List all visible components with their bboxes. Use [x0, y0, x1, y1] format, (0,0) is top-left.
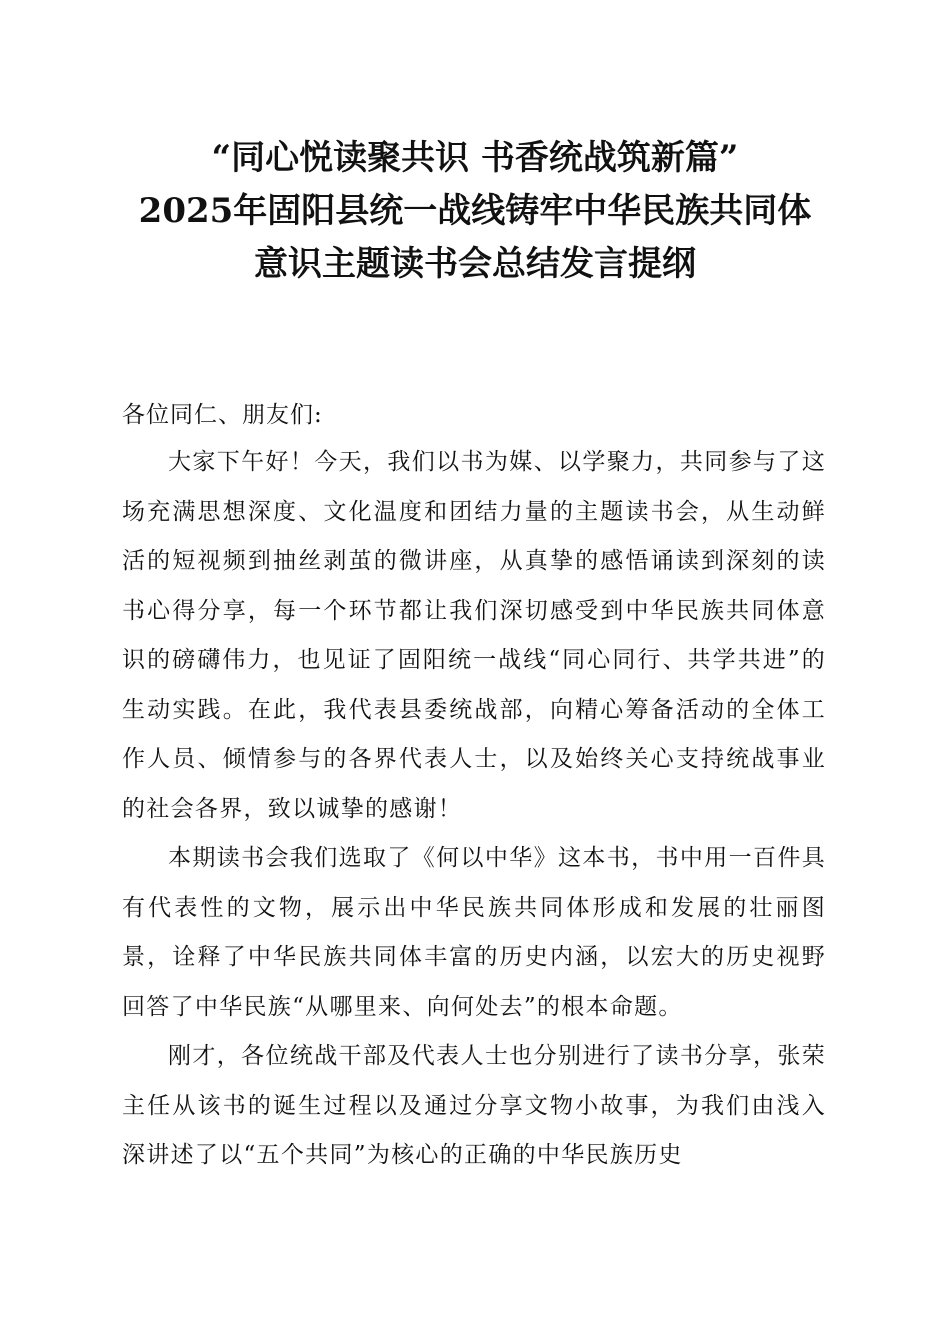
paragraph-1: 大家下午好！今天，我们以书为媒、以学聚力，共同参与了这场充满思想深度、文化温度和团结力量的主题读书会，从生动鲜活的短视频到抽丝剥茧的微讲座，从真挚的感悟诵读到深刻的读书心得分享，每一个环节都让我们深切感受到中华民族共同体意识的磅礴伟力，也见证了固阳统一战线“同心同行、共学共进”的生动实践。在此，我代表县委统战部，向精心筹备活动的全体工作人员、倾情参与的各界代表人士，以及始终关心支持统战事业的社会各界，致以诚挚的感谢！: [122, 449, 826, 822]
salutation: 各位同仁、朋友们:: [122, 402, 323, 428]
title-line-3: 意识主题读书会总结发言提纲: [254, 244, 696, 284]
paragraph-2: 本期读书会我们选取了《何以中华》这本书，书中用一百件具有代表性的文物，展示出中华民族共同体形成和发展的壮丽图景，诠释了中华民族共同体丰富的历史内涵，以宏大的历史视野回答了中华民族“从哪里来、向何处去”的根本命题。: [122, 845, 826, 1020]
title-line-1: “同心悦读聚共识 书香统战筑新篇”: [211, 138, 739, 178]
document-body: [122, 392, 826, 1181]
title-line-2: 2025年固阳县统一战线铸牢中华民族共同体: [138, 191, 812, 231]
document-title: [60, 132, 890, 291]
paragraph-3: 刚才，各位统战干部及代表人士也分别进行了读书分享，张荣主任从该书的诞生过程以及通过分享文物小故事，为我们由浅入深讲述了以“五个共同”为核心的正确的中华民族历史: [122, 1043, 826, 1168]
